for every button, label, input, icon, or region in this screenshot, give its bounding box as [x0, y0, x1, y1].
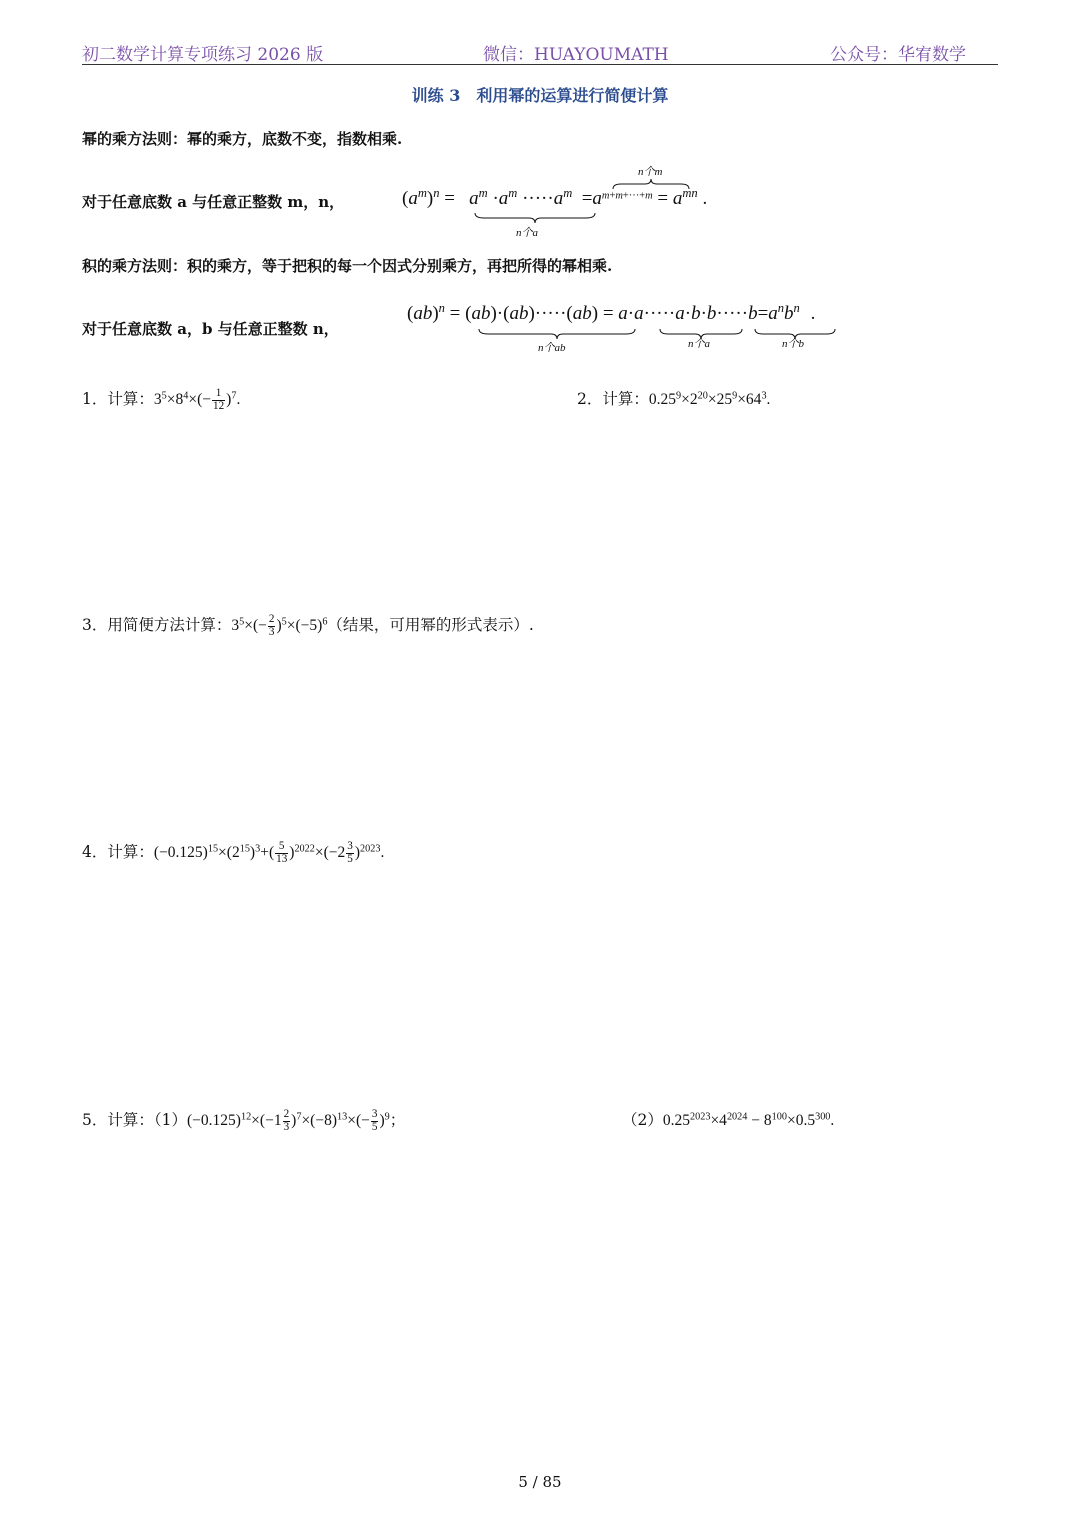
product-rule-text: 积的乘方法则：积的乘方，等于把积的每一个因式分别乘方，再把所得的幂相乘. [82, 257, 613, 275]
problem-5-part2: $(2)0.25^{2023}\times 4^{2024} - 8^{100}\times 0.5^{300}$. [622, 1111, 835, 1129]
header-series-title: 初二数学计算专项练习 2026 版 [82, 45, 324, 65]
problem-4-label: 4．计算： [82, 843, 154, 861]
problem-5-part2-label: （2） [622, 1111, 663, 1129]
power-overbrace [612, 178, 690, 190]
problem-1: 1．计算：$3^5\times 8^4\times(-$ $\frac{1}{12}$ )$^7$. [82, 387, 241, 412]
problem-4: 4．计算：$(-0.125)^{15}\times(2^{15})^3+$( $\frac{5}{13}$ )$^{2022}$×(−2 $\frac{3}{5}$ )$^{2023}$. [82, 840, 385, 865]
power-rule-text: 幂的乘方法则：幂的乘方，底数不变，指数相乘. [82, 130, 403, 148]
header-public-account: 公众号：华宥数学 [830, 45, 966, 65]
power-underbrace-label: n个a [516, 227, 538, 239]
power-underbrace [474, 212, 596, 224]
problem-3-label: 3．用简便方法计算： [82, 616, 232, 634]
product-rule-formula: $(ab)^n = (ab)\cdot(ab)\cdot\cdot\cdot\cdot\cdot(ab) = a\cdot a\cdot\cdot\cdot\cdot\cdot a\cdot b\cdot b\cdot\cdot\cdot\cdot\cdot b=a^nb^n$ . [407, 301, 816, 324]
problem-5-label: 5．计算： [82, 1111, 154, 1129]
product-rule-condition [82, 318, 339, 339]
problem-1-label: 1．计算： [82, 390, 154, 408]
problem-2: 2．计算：$0.25^9\times 2^{20}\times 25^9\times 64^3$. [577, 390, 771, 408]
power-rule-formula: $(a^m)^n = a^m \cdot a^m \cdot\cdot\cdot\cdot\cdot a^m =a^{m+m+\cdot\cdot\cdot+m} = a^{mn}$ . [402, 186, 708, 209]
header-divider [82, 64, 998, 65]
problem-2-label: 2．计算： [577, 390, 649, 408]
product-underbrace-ab-label: n个ab [538, 342, 566, 354]
problem-3: 3．用简便方法计算：$3^5\times(-$ $\frac{2}{3}$ )$^5\times(-5)^6$（结果，可用幂的形式表示）. [82, 613, 534, 638]
problem-5: 5．计算：$(1)(-0.125)^{12}\times(-1$ $\frac{2}{3}$ )$^7\times(-8)^{13}\times(-$ $\frac{3}{5}$ )$^9$； [82, 1108, 406, 1133]
product-underbrace-b-label: n个b [782, 338, 804, 350]
section-title: 训练 3 利用幂的运算进行简便计算 [411, 86, 669, 105]
problem-3-note: （结果，可用幂的形式表示）. [327, 616, 534, 634]
power-overbrace-label: n个m [638, 166, 663, 178]
header-wechat: 微信：HUAYOUMATH [483, 45, 669, 65]
power-condition-text: 对于任意底数 a 与任意正整数 m，n， [82, 193, 345, 211]
page-number: 5 / 85 [518, 1473, 562, 1491]
product-underbrace-a-label: n个a [688, 338, 710, 350]
problem-5-part1-label: （1） [153, 1111, 187, 1129]
product-condition-text: 对于任意底数 a，b 与任意正整数 n， [82, 320, 339, 338]
power-rule-condition [82, 191, 344, 212]
